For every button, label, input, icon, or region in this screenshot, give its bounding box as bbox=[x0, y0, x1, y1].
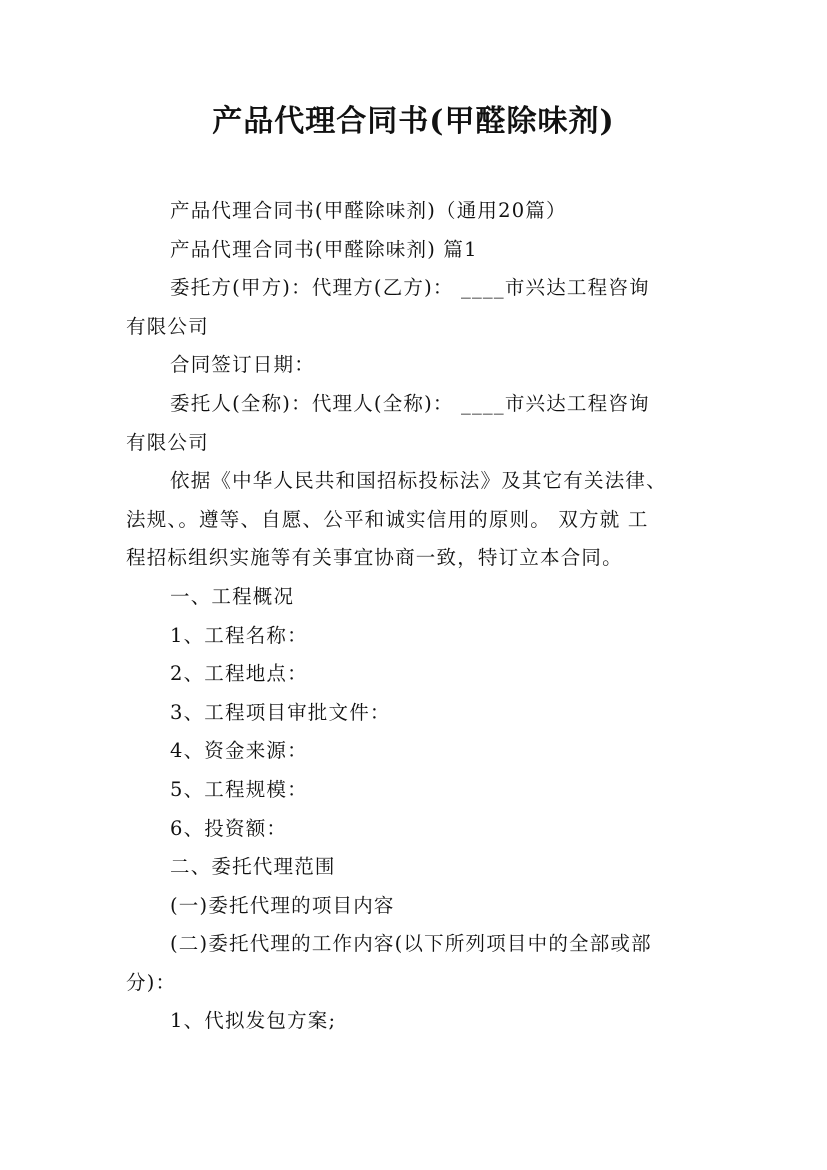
list-item: 1、代拟发包方案; bbox=[170, 1009, 337, 1033]
document-body bbox=[126, 192, 716, 1041]
subsection-heading: (一)委托代理的项目内容 bbox=[170, 893, 395, 917]
paragraph-line-continuation: 程招标组织实施等有关事宜协商一致，特订立本合同。 bbox=[126, 546, 623, 570]
list-item: 2、工程地点： bbox=[170, 662, 308, 686]
list-item: 6、投资额： bbox=[170, 816, 288, 840]
paragraph-line: 委托方(甲方)：代理方(乙方)： ____市兴达工程咨询 bbox=[170, 276, 650, 300]
paragraph-line: 产品代理合同书(甲醛除味剂)（通用20篇） bbox=[170, 199, 567, 222]
paragraph-line-continuation: 有限公司 bbox=[126, 314, 209, 338]
list-item: 4、资金来源： bbox=[170, 739, 308, 763]
list-item: 1、工程名称： bbox=[170, 623, 308, 647]
subsection-heading: (二)委托代理的工作内容(以下所列项目中的全部或部 bbox=[170, 932, 652, 956]
list-item: 5、工程规模： bbox=[170, 777, 308, 801]
section-heading: 一、工程概况 bbox=[170, 584, 295, 608]
paragraph-line-continuation: 法规、。遵等、自愿、公平和诚实信用的原则。 双方就 工 bbox=[126, 507, 649, 531]
paragraph-line-continuation: 有限公司 bbox=[126, 430, 209, 454]
paragraph-line: 产品代理合同书(甲醛除味剂) 篇1 bbox=[170, 237, 478, 261]
paragraph-line: 委托人(全称)：代理人(全称)： ____市兴达工程咨询 bbox=[170, 391, 650, 415]
list-item: 3、工程项目审批文件： bbox=[170, 700, 391, 724]
paragraph-line: 合同签订日期： bbox=[170, 353, 315, 377]
document-title: 产品代理合同书(甲醛除味剂) bbox=[212, 104, 615, 139]
paragraph-line: 依据《中华人民共和国招标投标法》及其它有关法律、 bbox=[170, 469, 667, 493]
paragraph-line-continuation: 分)： bbox=[126, 970, 177, 994]
section-heading: 二、委托代理范围 bbox=[170, 855, 336, 879]
